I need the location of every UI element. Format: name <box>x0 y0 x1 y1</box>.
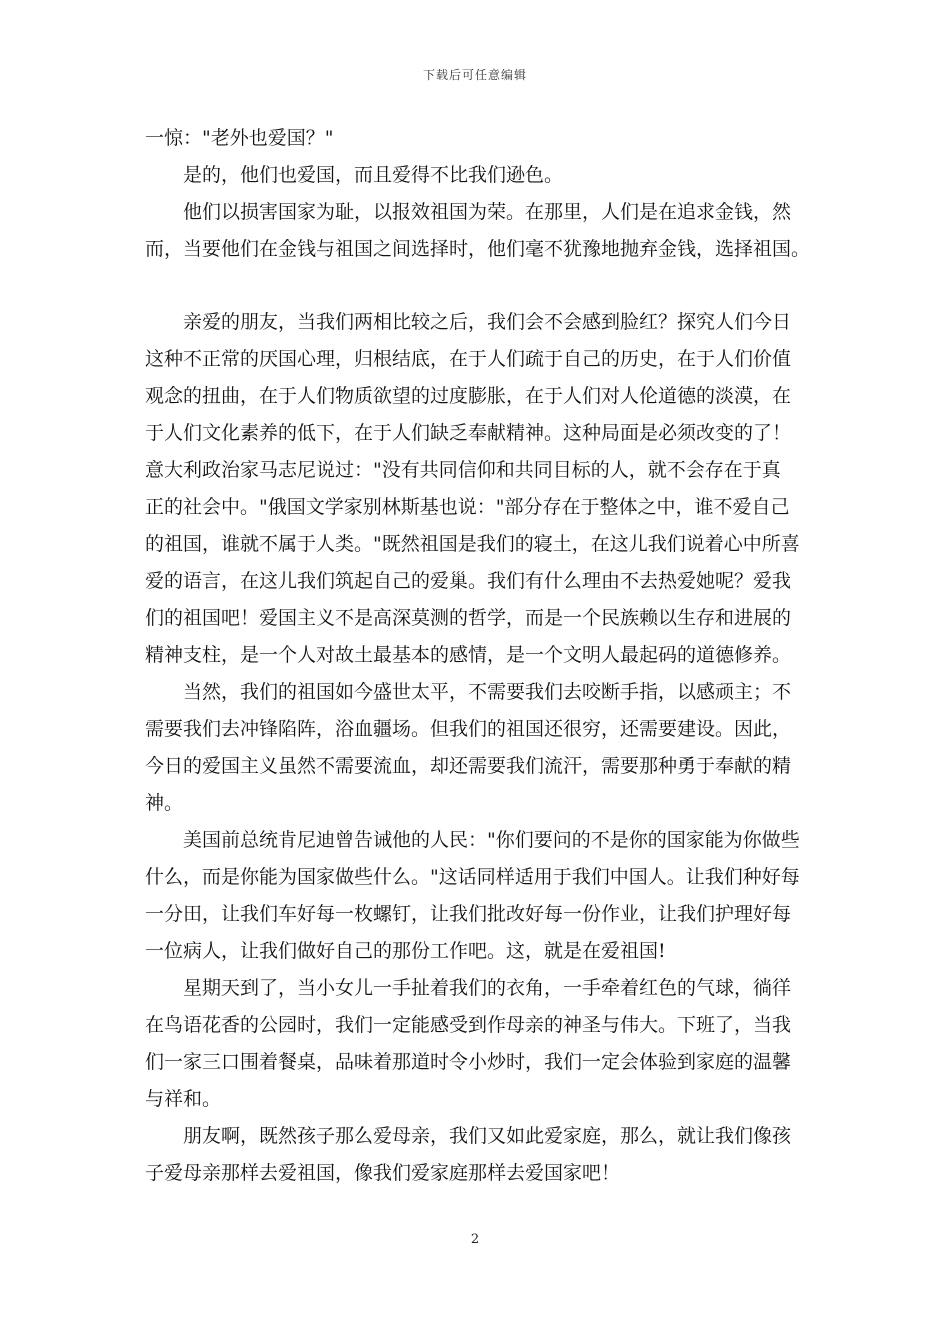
text-line: 今日的爱国主义虽然不需要流血，却还需要我们流汗，需要那种勇于奉献的精 <box>145 755 792 777</box>
text-line: 星期天到了，当小女儿一手扯着我们的衣角，一手牵着红色的气球，徜徉 <box>183 977 792 999</box>
text-line: 爱的语言，在这儿我们筑起自己的爱巢。我们有什么理由不去热爱她呢？爱我 <box>145 570 792 592</box>
paragraph-6 <box>145 674 805 822</box>
text-line: 子爱母亲那样去爱祖国，像我们爱家庭那样去爱国家吧！ <box>145 1162 621 1184</box>
text-line: 们的祖国吧！爱国主义不是高深莫测的哲学，而是一个民族赖以生存和进展的 <box>145 607 792 629</box>
text-line: 这种不正常的厌国心理，归根结底，在于人们疏于自己的历史，在于人们价值 <box>145 348 792 370</box>
paragraph-4 <box>145 304 805 452</box>
text-line: 于人们文化素养的低下，在于人们缺乏奉献精神。这种局面是必须改变的了！ <box>145 422 792 444</box>
text-line: 在鸟语花香的公园时，我们一定能感受到作母亲的神圣与伟大。下班了，当我 <box>145 1014 792 1036</box>
text-line: 是的，他们也爱国，而且爱得不比我们逊色。 <box>183 164 564 186</box>
text-line: 朋友啊，既然孩子那么爱母亲，我们又如此爱家庭，那么，就让我们像孩 <box>183 1125 792 1147</box>
text-line: 一分田，让我们车好每一枚螺钉，让我们批改好每一份作业，让我们护理好每 <box>145 903 792 925</box>
paragraph-2 <box>145 157 805 194</box>
text-line: 观念的扭曲，在于人们物质欲望的过度膨胀，在于人们对人伦道德的淡漠，在 <box>145 385 792 407</box>
paragraph-5 <box>145 452 805 674</box>
text-line: 一位病人，让我们做好自己的那份工作吧。这，就是在爱祖国! <box>145 940 666 962</box>
paragraph-7 <box>145 822 805 970</box>
paragraph-8 <box>145 970 805 1118</box>
text-line: 精神支柱，是一个人对故土最基本的感情，是一个文明人最起码的道德修养。 <box>145 644 792 666</box>
text-line: 亲爱的朋友，当我们两相比较之后，我们会不会感到脸红？探究人们今日 <box>183 311 792 333</box>
text-line: 神。 <box>145 792 184 814</box>
page-number: 2 <box>470 1232 480 1247</box>
text-line: 他们以损害国家为耻，以报效祖国为荣。在那里，人们是在追求金钱，然 <box>183 201 792 223</box>
text-line: 的祖国，谁就不属于人类。"既然祖国是我们的寝土，在这儿我们说着心中所喜 <box>145 533 800 555</box>
text-line: 一惊："老外也爱国？" <box>145 127 334 149</box>
text-line: 们一家三口围着餐桌，品味着那道时令小炒时，我们一定会体验到家庭的温馨 <box>145 1051 792 1073</box>
paragraph-9 <box>145 1118 805 1192</box>
paragraph-3 <box>145 194 811 268</box>
text-line: 美国前总统肯尼迪曾告诫他的人民："你们要问的不是你的国家能为你做些 <box>183 829 800 851</box>
paragraph-1 <box>145 120 805 157</box>
text-line: 什么，而是你能为国家做些什么。"这话同样适用于我们中国人。让我们种好每 <box>145 866 800 888</box>
text-line: 正的社会中。"俄国文学家别林斯基也说："部分存在于整体之中，谁不爱自己 <box>145 496 790 518</box>
text-line: 需要我们去冲锋陷阵，浴血疆场。但我们的祖国还很穷，还需要建设。因此， <box>145 718 792 740</box>
text-line: 而，当要他们在金钱与祖国之间选择时，他们毫不犹豫地抛弃金钱，选择祖国。 <box>145 238 811 260</box>
page-header: 下载后可任意编辑 <box>422 68 527 82</box>
document-body <box>145 120 811 1192</box>
text-line: 意大利政治家马志尼说过："没有共同信仰和共同目标的人，就不会存在于真 <box>145 459 781 481</box>
text-line: 与祥和。 <box>145 1088 222 1110</box>
text-line: 当然，我们的祖国如今盛世太平，不需要我们去咬断手指，以感顽主；不 <box>183 681 792 703</box>
